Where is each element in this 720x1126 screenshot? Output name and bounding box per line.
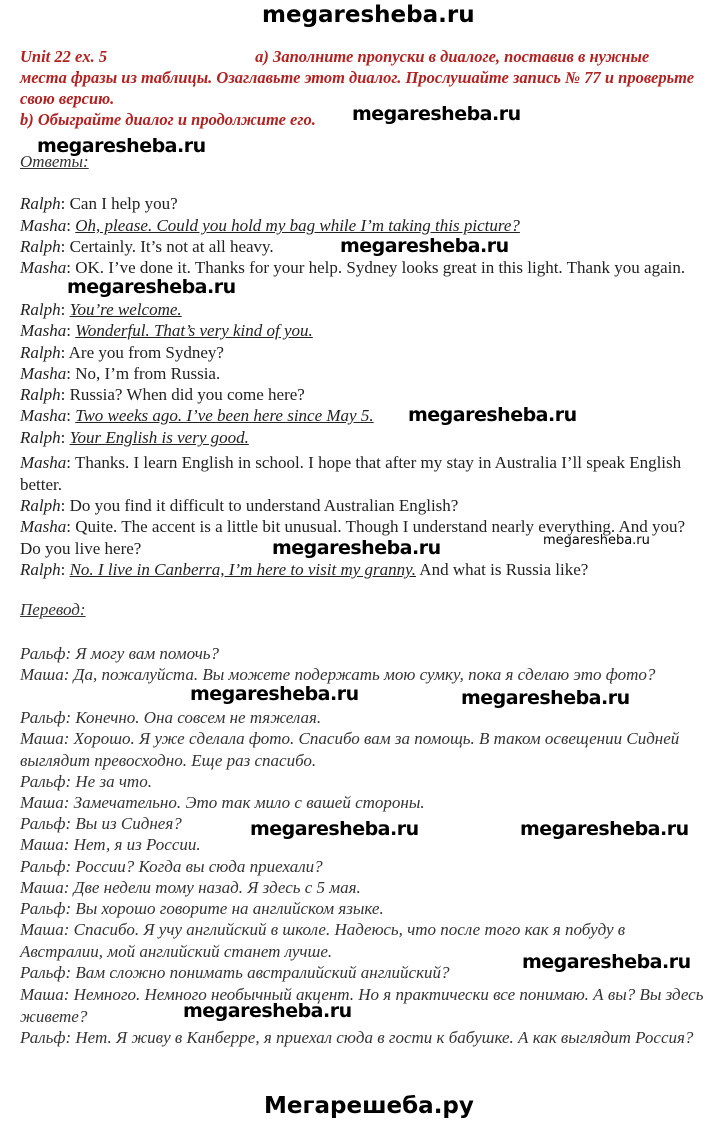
translation-line: Ральф: Конечно. Она совсем не тяжелая. (20, 708, 322, 727)
line-text: : No, I’m from Russia. (66, 364, 221, 383)
speaker-name: Ralph (20, 385, 61, 404)
dialog-line: Ralph: Your English is very good. (20, 428, 249, 447)
watermark: megaresheba.ru (522, 951, 691, 973)
line-text: : OK. I’ve done it. Thanks for your help. Sydney looks great in this light. Thank you again. (66, 258, 686, 277)
watermark: megaresheba.ru (37, 135, 206, 157)
translation-line: Маша: Немного. Немного необычный акцент. Но я практически все понимаю. А вы? Вы здесь живете? (20, 985, 704, 1026)
translation-line: Ральф: Нет. Я живу в Канберре, я приехал сюда в гости к бабушке. А как выглядит Россия? (20, 1028, 694, 1047)
watermark: megaresheba.ru (250, 818, 419, 840)
watermark: megaresheba.ru (67, 276, 236, 298)
speaker-name: Ralph (20, 343, 61, 362)
translation-line: Маша: Замечательно. Это так мило с вашей стороны. (20, 793, 425, 812)
translation-line: Маша: Хорошо. Я уже сделала фото. Спасибо вам за помощь. В таком освещении Сидней выглядит превосходно. Еще раз спасибо. (20, 729, 680, 770)
speaker-name: Ralph (20, 194, 61, 213)
translation-line: Маша: Спасибо. Я учу английский в школе. Надеюсь, что после того как я побуду в Австралии, мой английский станет лучше. (20, 920, 626, 961)
speaker-name: Masha (20, 216, 67, 235)
dialog-line (20, 342, 705, 364)
speaker-name: Masha (20, 321, 67, 340)
inserted-phrase: Two weeks ago. I’ve been here since May 5. (75, 406, 374, 425)
translation-line: Маша: Две недели тому назад. Я здесь с 5 мая. (20, 878, 361, 897)
line-text: And what is Russia like? (416, 560, 589, 579)
speaker-name: Ralph (20, 560, 61, 579)
translation-line: Ральф: Вам сложно понимать австралийский английский? (20, 963, 450, 982)
inserted-phrase: Wonderful. That’s very kind of you. (75, 321, 313, 340)
speaker-name: Masha (20, 517, 67, 536)
speaker-name: Masha (20, 453, 67, 472)
task-part-b: b) Обыграйте диалог и продолжите его. (20, 110, 316, 129)
inserted-phrase: No. I live in Canberra, I’m here to visit my granny. (69, 560, 416, 579)
task-part-a: a) Заполните пропуски в диалоге, поставив в нужные места фразы из таблицы. Озаглавьте этот диалог. Прослушайте запись № 77 и проверьте свою версию. (20, 47, 695, 108)
line-text: : Thanks. I learn English in school. I hope that after my stay in Australia I’ll speak English better. (20, 453, 682, 494)
speaker-name: Masha (20, 406, 67, 425)
inserted-phrase: You’re welcome. (69, 300, 182, 319)
watermark: megaresheba.ru (461, 687, 630, 709)
translation-heading: Перевод: (20, 600, 86, 619)
dialog-line: Masha: Oh, please. Could you hold my bag while I’m taking this picture? (20, 216, 520, 235)
inserted-phrase: Oh, please. Could you hold my bag while I’m taking this picture? (75, 216, 520, 235)
translation-line: Ральф: России? Когда вы сюда приехали? (20, 857, 323, 876)
dialog-line: Ralph: No. I live in Canberra, I’m here to visit my granny. And what is Russia like? (20, 560, 589, 579)
watermark: megaresheba.ru (190, 683, 359, 705)
watermark: megaresheba.ru (543, 533, 650, 548)
translation-line: Ральф: Вы хорошо говорите на английском языке. (20, 899, 384, 918)
dialog-line (20, 452, 705, 495)
line-text: : Are you from Sydney? (60, 343, 224, 362)
watermark: megaresheba.ru (352, 103, 521, 125)
line-text: : Quite. The accent is a little bit unusual. Though I understand nearly everything. And you? Do you live here? (20, 517, 686, 558)
speaker-name: Masha (20, 258, 67, 277)
speaker-name: Ralph (20, 428, 61, 447)
translation-line: Ральф: Не за что. (20, 772, 152, 791)
dialog-line: Masha: Wonderful. That’s very kind of you. (20, 321, 313, 340)
inserted-phrase: Your English is very good. (69, 428, 249, 447)
answers-heading: Ответы: (20, 152, 89, 171)
dialog-line (20, 363, 705, 385)
line-text: : Do you find it difficult to understand Australian English? (60, 496, 459, 515)
translation-line: Ральф: Я могу вам помочь? (20, 644, 220, 663)
speaker-name: Ralph (20, 237, 61, 256)
dialog-line: Masha: Two weeks ago. I’ve been here since May 5. (20, 406, 374, 425)
watermark: megaresheba.ru (340, 235, 509, 257)
footer-site: Мегарешеба.ру (264, 1093, 474, 1119)
line-text: : Russia? When did you come here? (60, 385, 305, 404)
watermark: megaresheba.ru (408, 404, 577, 426)
line-text: : Can I help you? (60, 194, 178, 213)
watermark: megaresheba.ru (520, 818, 689, 840)
site-title: megaresheba.ru (262, 2, 475, 28)
translation-line: Ральф: Вы из Сиднея? (20, 814, 182, 833)
dialog-line (20, 495, 705, 517)
speaker-name: Masha (20, 364, 67, 383)
translation-line: Маша: Да, пожалуйста. Вы можете подержать мою сумку, пока я сделаю это фото? (20, 665, 656, 684)
speaker-name: Ralph (20, 496, 61, 515)
translation-line: Маша: Нет, я из России. (20, 835, 201, 854)
line-text: : Certainly. It’s not at all heavy. (60, 237, 274, 256)
unit-label: Unit 22 ex. 5 (20, 47, 108, 66)
dialog-line (20, 384, 705, 406)
watermark: megaresheba.ru (272, 537, 441, 559)
speaker-name: Ralph (20, 300, 61, 319)
dialog-line (20, 193, 705, 215)
watermark: megaresheba.ru (183, 1000, 352, 1022)
dialog-line: Ralph: You’re welcome. (20, 300, 182, 319)
